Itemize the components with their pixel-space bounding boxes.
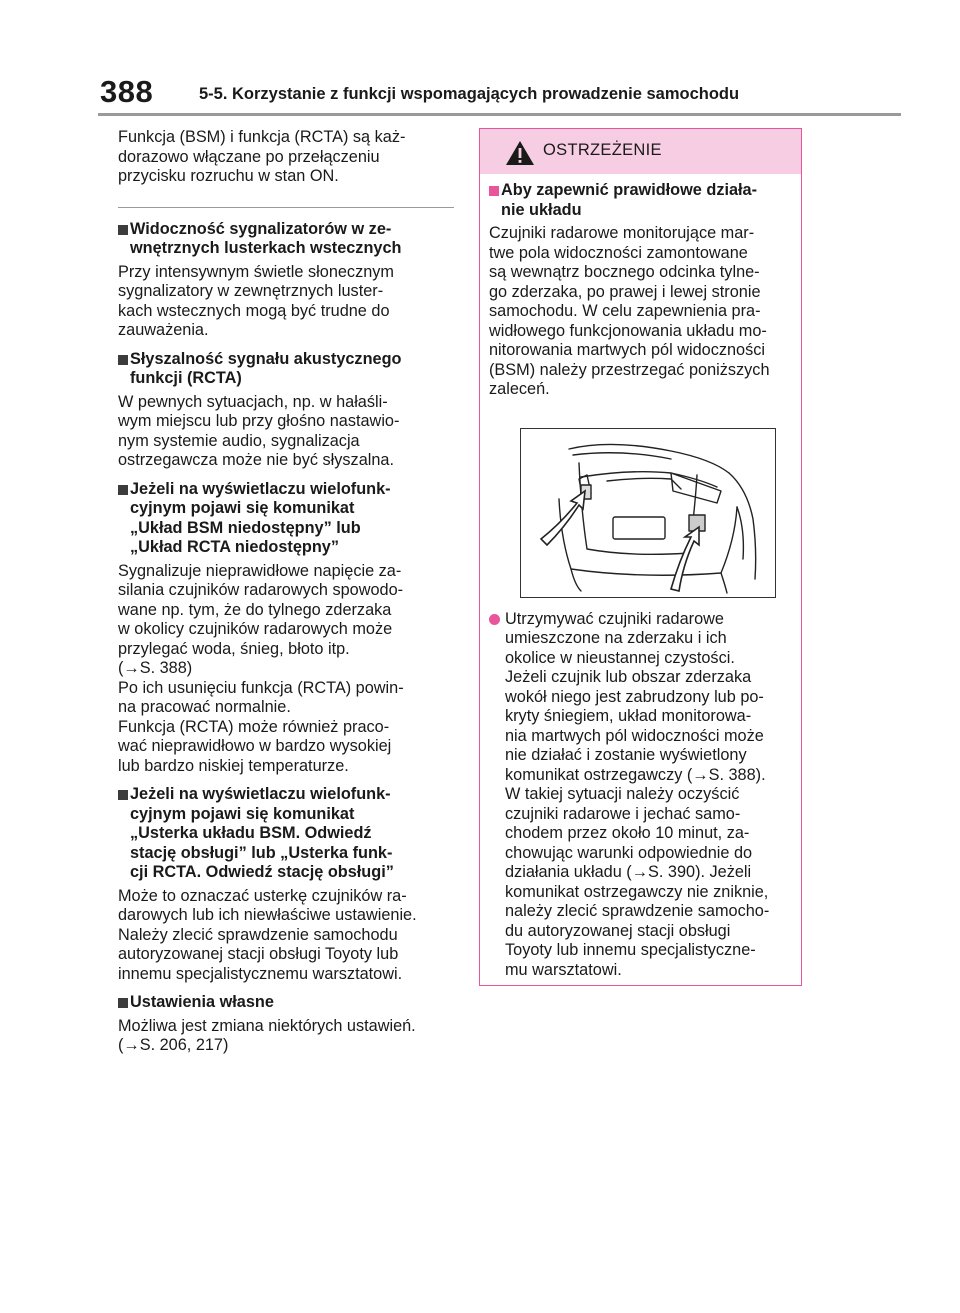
section-divider [118, 207, 454, 208]
square-bullet-icon [118, 355, 128, 365]
warning-section-body: Czujniki radarowe monitorujące mar- twe pola widoczności zamontowane są wewnątrz bocznego odcinka tylne- go zderzaka, po prawej i lewej stronie samochodu. W celu zapewnienia pra- widłowego funkcjonowania układu mo- nitorowania martwych pól widoczności (BSM) należy przestrzegać poniższych zaleceń. [489, 224, 770, 398]
section-title [118, 993, 454, 1013]
square-bullet-icon [489, 186, 499, 196]
square-bullet-icon [118, 998, 128, 1008]
chapter-title: 5-5. Korzystanie z funkcji wspomagających prowadzenie samochodu [199, 85, 740, 103]
section-title-text: Jeżeli na wyświetlaczu wielofunk- cyjnym pojawi się komunikat „Usterka układu BSM. Odwiedź stację obsługi” lub „Usterka funk- cji RCTA. Odwiedź stację obsługi” [130, 785, 394, 881]
warning-bullet-text: Utrzymywać czujniki radarowe umieszczone na zderzaku i ich okolice w nieustannej czystości. Jeżeli czujnik lub obszar zderzaka wokół niego jest zabrudzony lub po- kryty śniegiem, układ monitorowa- nia martwych pól widoczności może nie działać i zostanie wyświetlony komunikat ostrzegawczy (→S. 388). W takiej sytuacji należy oczyścić czujniki radarowe i jechać samo- chodem przez około 10 minut, za- chowując warunki odpowiednie do działania układu (→S. 390). Jeżeli komunikat ostrzegawczy nie zniknie, należy zlecić sprawdzenie samocho- du autoryzowanej stacji obsługi Toyoty lub innemu specjalistyczne- mu warsztatowi. [505, 609, 770, 979]
warning-title: OSTRZEŻENIE [543, 141, 662, 159]
square-bullet-icon [118, 790, 128, 800]
section-body: Możliwa jest zmiana niektórych ustawień. (→S. 206, 217) [118, 1016, 416, 1054]
section-title-text: Ustawienia własne [130, 993, 274, 1011]
warning-triangle-icon [505, 140, 535, 166]
header-rule [98, 113, 901, 116]
rear-bumper-sensor-illustration [520, 428, 776, 598]
round-bullet-icon [489, 614, 500, 625]
warning-section-title [489, 181, 793, 220]
section-title [118, 350, 454, 389]
section-title [118, 785, 454, 883]
section-title-text: Słyszalność sygnału akustycznego funkcji (RCTA) [130, 349, 402, 387]
section-body: Sygnalizuje nieprawidłowe napięcie za- silania czujników radarowych spowodo- wane np. tym, że do tylnego zderzaka w okolicy czujników radarowych może przylegać woda, śnieg, błoto itp. (→S. 388) Po ich usunięciu funkcja (RCTA) powin- na pracować normalnie. Funkcja (RCTA) może również praco- wać nieprawidłowo w bardzo wysokiej lub bardzo niskiej temperaturze. [118, 561, 404, 775]
section-title [118, 480, 454, 558]
car-rear-illustration-icon [521, 429, 775, 597]
page-header [0, 0, 960, 130]
intro-paragraph: Funkcja (BSM) i funkcja (RCTA) są każ- dorazowo włączane po przełączeniu przycisku rozruchu w stan ON. [118, 128, 406, 185]
section-title-text: Jeżeli na wyświetlaczu wielofunk- cyjnym pojawi się komunikat „Układ BSM niedostępny” lub „Układ RCTA niedostępny” [130, 479, 391, 556]
section-body: Przy intensywnym świetle słonecznym sygnalizatory w zewnętrznych luster- kach wstecznych mogą być trudne do zauważenia. [118, 262, 394, 339]
left-column [118, 128, 454, 1056]
warning-section-title-text: Aby zapewnić prawidłowe działa- nie układu [501, 181, 758, 219]
section-body: W pewnych sytuacjach, np. w hałaśli- wym miejscu lub przy głośno nastawio- nym systemie audio, sygnalizacja ostrzegawcza może nie być słyszalna. [118, 392, 400, 469]
square-bullet-icon [118, 485, 128, 495]
section-title-text: Widoczność sygnalizatorów w ze- wnętrznych lusterkach wstecznych [130, 219, 402, 257]
warning-box [479, 128, 802, 986]
warning-bullet [489, 610, 793, 981]
section-body: Może to oznaczać usterkę czujników ra- darowych lub ich niewłaściwe ustawienie. Należy zlecić sprawdzenie samochodu autoryzowanej stacji obsługi Toyoty lub innemu specjalistycznemu warsztatowi. [118, 886, 417, 983]
warning-header [480, 129, 801, 174]
square-bullet-icon [118, 225, 128, 235]
section-title [118, 220, 454, 259]
warning-body [480, 174, 801, 980]
page-number: 388 [100, 74, 154, 109]
